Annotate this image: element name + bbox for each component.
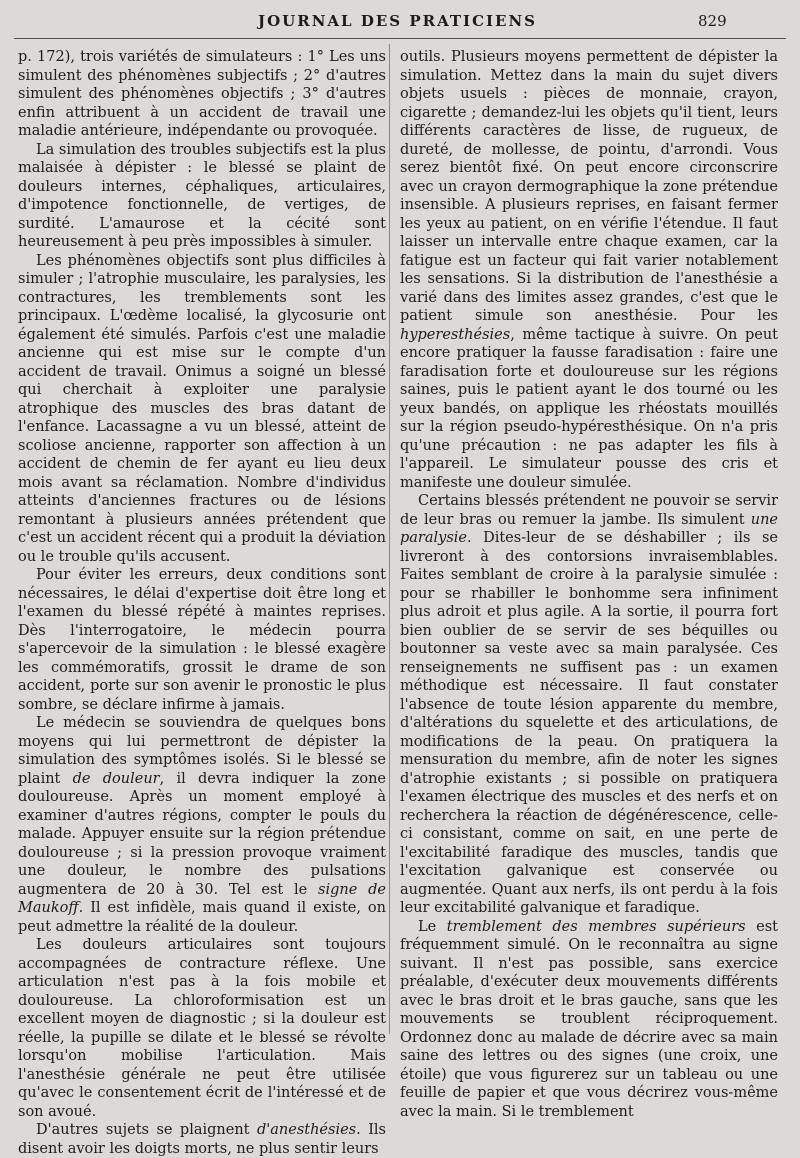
text-run: Le <box>418 918 447 935</box>
page-number: 829 <box>698 12 727 30</box>
text-run: La simulation des troubles subjectifs est la plus malaisée à dépister : le blessé se plaint de douleurs internes, céphaliques, articulaires, d'impotence fonctionnelle, de vertiges, de surdité. L'amaurose et la cécité sont heureusement à peu près impossibles à simuler. <box>18 141 386 250</box>
paragraph <box>400 492 778 918</box>
paragraph <box>18 936 386 1121</box>
italic-text: signe de Maukoff <box>18 881 386 916</box>
text-run: , il devra indiquer la zone douloureuse. Après un moment employé à examiner d'autres régions, compter le pouls du malade. Appuyer ensuite sur la région prétendue douloureuse ; si la pression provoque vraiment une douleur, le nombre des pulsations augmentera de 20 à 30. Tel est le <box>18 770 386 898</box>
paragraph <box>18 566 386 714</box>
text-run: est fréquemment simulé. On le reconnaîtra au signe suivant. Il n'est pas possible, sans exercice préalable, d'exécuter deux mouvements différents avec le bras droit et le bras gauche, sans que les mouvements se troublent réciproquement. Ordonnez donc au malade de décrire avec sa main saine des lettres ou des signes (une croix, une étoile) que vous figurerez sur un tableau ou une feuille de papier et que vous décrirez vous-même avec la main. Si le tremblement <box>400 918 778 1120</box>
text-run: . Il est infidèle, mais quand il existe, on peut admettre la réalité de la douleur. <box>18 900 386 935</box>
paragraph <box>18 252 386 567</box>
text-run: . Dites-leur de se déshabiller ; ils se livreront à des contorsions invraisemblables. Faites semblant de croire à la paralysie simulée : pour se rhabiller le bonhomme sera infiniment plus adroit et plus agile. A la sortie, il pourra fort bien oublier de se servir de ses béquilles ou boutonner sa veste avec sa main paralysée. Ces renseignements ne suffisent pas : un examen méthodique est nécessaire. Il faut constater l'absence de toute lésion apparente du membre, d'altérations du squelette et des articulations, de modifications de la peau. On pratiquera la mensuration du membre, afin de noter les signes d'atrophie existants ; si possible on pratiquera l'examen électrique des muscles et des nerfs et on recherchera la réaction de dégénérescence, celle-ci consistant, comme on sait, en une perte de l'excitabilité faradique des muscles, tandis que l'excitation galvanique est conservée ou augmentée. Quant aux nerfs, ils ont perdu à la fois leur excitabilité galvanique et faradique. <box>400 530 778 916</box>
italic-text: d'anesthésies <box>256 1122 357 1138</box>
right-column <box>400 48 778 1121</box>
paragraph <box>18 141 386 252</box>
paragraph <box>400 918 778 1122</box>
header-rule <box>14 38 786 39</box>
text-run: p. 172), trois variétés de simulateurs : 1° Les uns simulent des phénomènes subjectifs ; 2° d'autres simulent des phénomènes objectifs ; 3° d'autres enfin attribuent à un accident de travail une maladie antérieure, indépendante ou provoquée. <box>18 49 386 139</box>
text-run: Le médecin se souviendra de quelques bons moyens qui lui permettront de dépister la simulation des symptômes isolés. Si le blessé se plaint <box>18 715 386 787</box>
text-run: Les phénomènes objectifs sont plus difficiles à simuler ; l'atrophie musculaire, les paralysies, les contractures, les tremblements sont les principaux. L'œdème localisé, la glycosurie ont également été simulés. Parfois c'est une maladie ancienne qui est mise sur le compte d'un accident de travail. Onimus a soigné un blessé qui cherchait à exploiter une paralysie atrophique des muscles des bras datant de l'enfance. Lacassagne a vu un blessé, atteint de scoliose ancienne, rapporter son affection à un accident de chemin de fer ayant eu lieu deux mois avant sa réclamation. Nombre d'individus atteints d'anciennes fractures ou de lésions remontant à plusieurs années prétendent que c'est un accident récent qui a produit la déviation ou le trouble qu'ils accusent. <box>18 252 386 565</box>
paragraph <box>18 714 386 936</box>
paragraph <box>18 48 386 141</box>
text-run: D'autres sujets se plaignent <box>36 1122 257 1138</box>
running-title: JOURNAL DES PRATICIENS <box>258 12 537 30</box>
italic-text: tremblement des membres supérieurs <box>446 918 746 935</box>
paragraph <box>400 48 778 492</box>
text-run: outils. Plusieurs moyens permettent de dépister la simulation. Mettez dans la main du sujet divers objets usuels : pièces de monnaie, crayon, cigarette ; demandez-lui les objets qu'il tient, leurs différents caractères de lisse, de rugueux, de dureté, de mollesse, de pointu, d'arrondi. Vous serez bientôt fixé. On peut encore circonscrire avec un crayon dermographique la zone prétendue insensible. A plusieurs reprises, en faisant fermer les yeux au patient, on en vérifie l'étendue. Il faut laisser un intervalle entre chaque examen, car la fatigue est un facteur qui fait varier notablement les sensations. Si la distribution de l'anesthésie a varié dans des limites assez grandes, c'est que le patient simule son anesthésie. Pour les <box>400 49 778 324</box>
text-run: Pour éviter les erreurs, deux conditions sont nécessaires, le délai d'expertise doit être long et l'examen du blessé répété à maintes reprises. Dès l'interrogatoire, le médecin pourra s'apercevoir de la simulation : le blessé exagère les commémoratifs, grossit le drame de son accident, porte sur son avenir le pronostic le plus sombre, se déclare infirme à jamais. <box>18 567 386 713</box>
text-run: Les douleurs articulaires sont toujours accompagnées de contracture réflexe. Une articulation n'est pas à la fois mobile et douloureuse. La chloroformisation est un excellent moyen de diagnostic ; si la douleur est réelle, la pupille se dilate et le blessé se révolte lorsqu'on mobilise l'articulation. Mais l'anesthésie générale ne peut être utilisée qu'avec le consentement écrit de l'intéressé et de son avoué. <box>18 937 386 1120</box>
italic-text: une paralysie <box>400 511 778 546</box>
page-header <box>0 0 800 40</box>
italic-text: hyperesthésies <box>400 326 511 343</box>
text-run: . Ils disent avoir les doigts morts, ne plus sentir leurs <box>18 1122 386 1157</box>
text-run: , même tactique à suivre. On peut encore pratiquer la fausse faradisation : faire une faradisation forte et douloureuse sur les régions saines, puis le patient ayant le dos tourné ou les yeux bandés, on applique les rhéostats mouillés sur la région pseudo-hypéresthésique. On n'a pris qu'une précaution : ne pas adapter les fils à l'appareil. Le simulateur pousse des cris et manifeste une douleur simulée. <box>400 326 778 491</box>
paragraph <box>18 1121 386 1158</box>
column-divider <box>389 44 390 1034</box>
left-column <box>18 48 386 1158</box>
italic-text: de douleur <box>72 770 160 787</box>
text-run: Certains blessés prétendent ne pouvoir se servir de leur bras ou remuer la jambe. Ils simulent <box>400 493 778 528</box>
